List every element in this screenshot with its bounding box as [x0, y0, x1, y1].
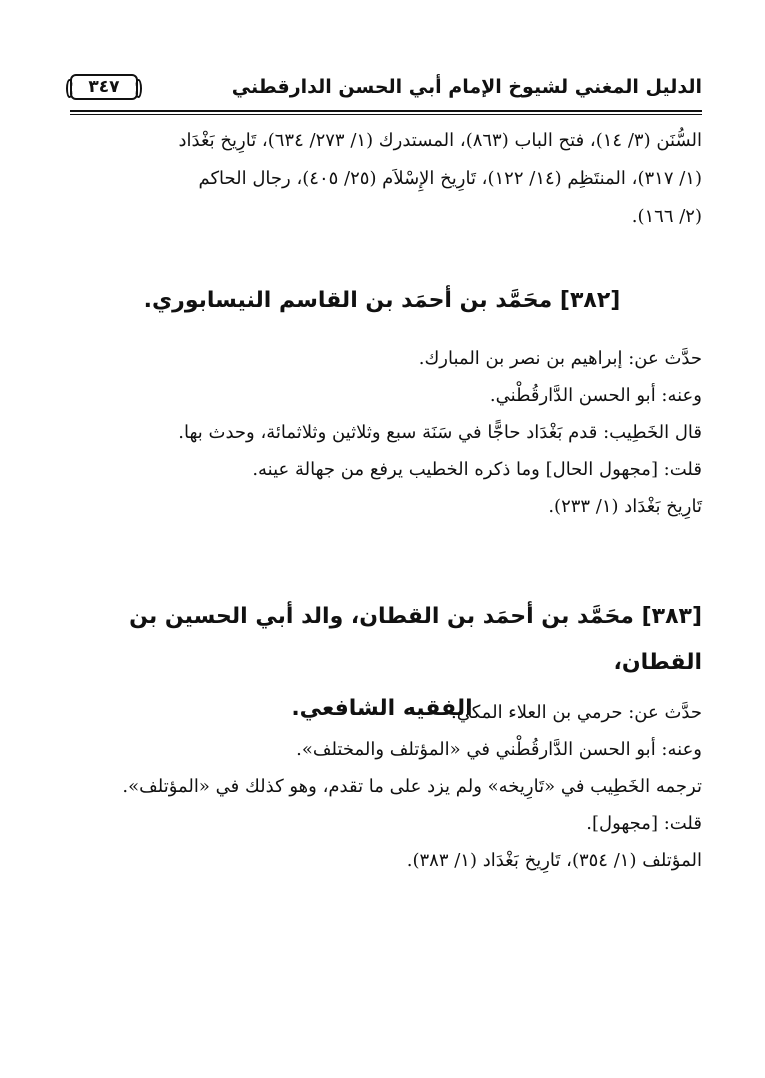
entry-line: المؤتلف (١/ ٣٥٤)، تَارِيخ بَغْدَاد (١/ ٣٨٣).: [406, 850, 702, 871]
running-title: الدليل المغني لشيوخ الإمام أبي الحسن الدارقطني: [231, 76, 702, 98]
entry-heading-line: [٣٨٣] محَمَّد بن أحمَد بن القطان، والد أبي الحسين بن القطان،: [129, 604, 702, 675]
reference-line: السُّنَن (٣/ ١٤)، فتح الباب (٨٦٣)، المستدرك (١/ ٢٧٣/ ٦٣٤)، تَارِيخ بَغْدَاد: [178, 130, 702, 151]
entry-body-382: [62, 340, 702, 525]
page-header: [70, 68, 702, 108]
entry-line: وعنه: أبو الحسن الدَّارقُطْني في «المؤتلف والمختلف».: [296, 739, 702, 760]
entry-line: ترجمه الخَطِيب في «تَارِيخه» ولم يزد على ما تقدم، وهو كذلك في «المؤتلف».: [122, 776, 702, 797]
entry-line: حدَّث عن: حرمي بن العلاء المكي.: [451, 702, 702, 723]
header-divider: [70, 110, 702, 112]
page-number-badge: ٣٤٧: [70, 74, 138, 100]
entry-body-383: [62, 694, 702, 879]
references-continued: [62, 122, 702, 236]
entry-line: قلت: [مجهول].: [586, 813, 702, 834]
entry-heading-line: الفقيه الشافعي.: [291, 696, 473, 721]
entry-line: تَارِيخ بَغْدَاد (١/ ٢٣٣).: [548, 496, 702, 517]
entry-heading-382: [٣٨٢] محَمَّد بن أحمَد بن القاسم النيسابوري.: [143, 288, 621, 313]
entry-line: قلت: [مجهول الحال] وما ذكره الخطيب يرفع من جهالة عينه.: [252, 459, 702, 480]
header-divider-thin: [70, 114, 702, 115]
entry-line: قال الخَطِيب: قدم بَغْدَاد حاجًّا في سَنَة سبع وثلاثين وثلاثمائة، وحدث بها.: [178, 422, 702, 443]
reference-line: (١/ ٣١٧)، المنتَظِم (١٤/ ١٢٢)، تَارِيخ الإِسْلاَم (٢٥/ ٤٠٥)، رجال الحاكم: [198, 168, 702, 189]
entry-line: وعنه: أبو الحسن الدَّارقُطْني.: [489, 385, 702, 406]
reference-line: (٢/ ١٦٦).: [631, 206, 702, 227]
entry-line: حدَّث عن: إبراهيم بن نصر بن المبارك.: [418, 348, 702, 369]
